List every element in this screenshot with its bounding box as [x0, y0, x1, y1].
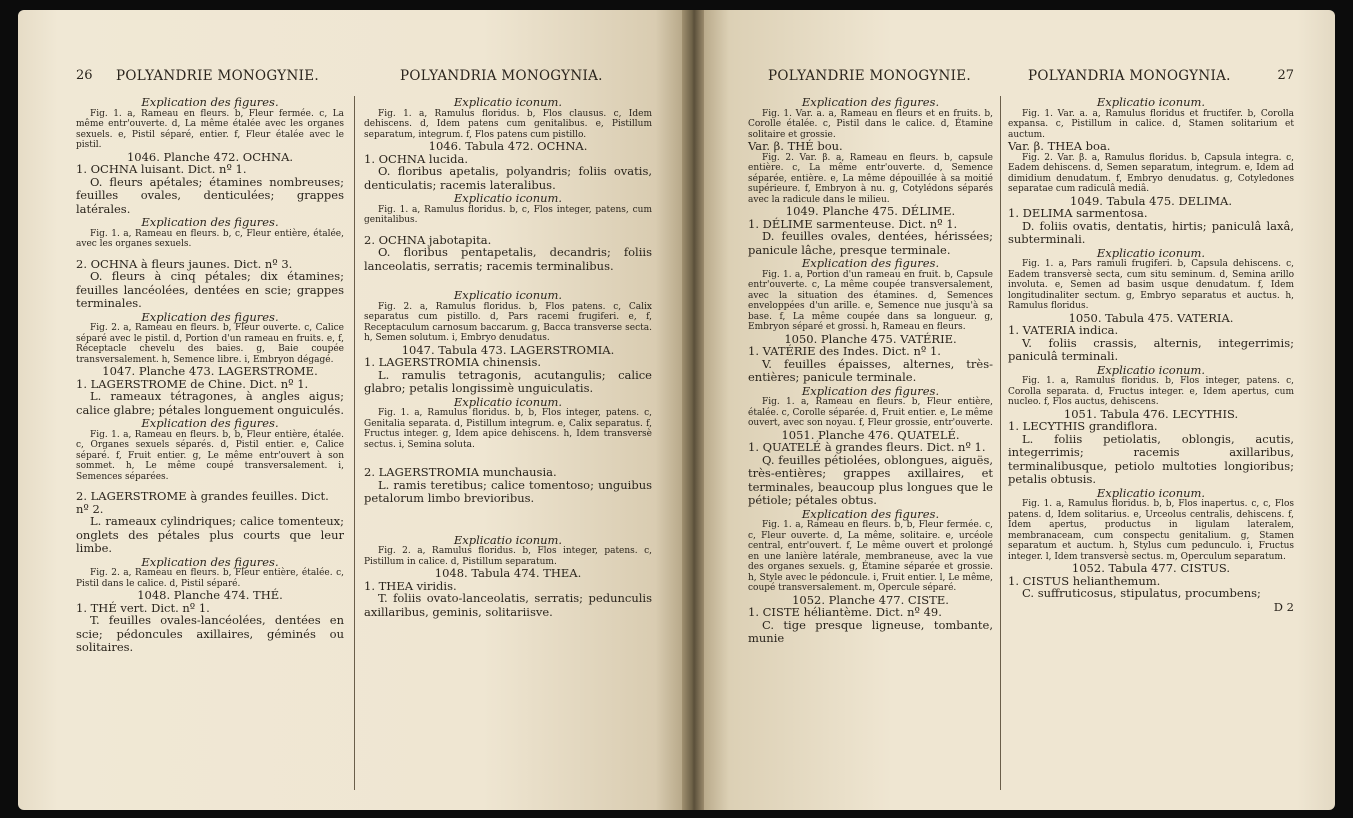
page-27-latin — [1008, 10, 1294, 810]
page-27-french — [748, 10, 993, 810]
figure-explanation: Fig. 2. a, Rameau en fleurs. b, Fleur ouverte. c, Calice séparé avec le pistil. d, Portion d'un rameau en fruits. e, f, Réceptacle chevelu des baies. g, Baie coupée transversalement. h, Semence libre. i, Embryon dégagé. — [76, 323, 344, 365]
species-description: O. fleurs à cinq pétales; dix étamines; feuilles lancéolées, dentées en scie; grappes terminales. — [76, 269, 344, 310]
figure-explanation: Fig. 1. a, Pars ramuli frugiferi. b, Capsula dehiscens. c, Eadem transversè secta, cum situ seminum. d, Semina arillo involuta. e, Semen ad basim usque denudatum. f, Idem longitudinaliter sectum. g, Embryo separatus et auctus. h, Ramulus floridus. — [1008, 259, 1294, 311]
text-column — [748, 96, 993, 790]
text-column — [1008, 96, 1294, 790]
running-head: POLYANDRIA MONOGYNIA. — [1028, 68, 1231, 84]
genus-entry: 1. DELIMA sarmentosa. — [1008, 206, 1148, 220]
species-description: O. floribus pentapetalis, decandris; foliis lanceolatis, serratis; racemis terminalibus. — [364, 245, 652, 273]
figure-explanation: Fig. 2. Var. β. a, Rameau en fleurs. b, capsule entière. c, La même entr'ouverte. d, Semence séparée, entière. e, La même dépouillée à sa moitié supérieure. f, Embryon à nu. g, Cotylédons séparés avec la radicule dans le milieu. — [748, 152, 993, 205]
figure-explanation: Fig. 1. a, Ramulus floridus. b, Flos integer, patens. c, Corolla separata. d, Fructus integer. e, Idem apertus, cum nucleo. f, Flos auctus, dehiscens. — [1008, 376, 1294, 407]
running-head: POLYANDRIE MONOGYNIE. — [116, 68, 319, 84]
left-leaf — [18, 10, 682, 810]
section-heading: Explicatio iconum. — [453, 191, 563, 205]
genus-entry: 1. OCHNA luisant. Dict. nº 1. — [76, 162, 247, 176]
species-description: D. foliis ovatis, dentatis, hirtis; paniculâ laxâ, subterminali. — [1008, 218, 1294, 246]
figure-explanation: Fig. 1. a, Rameau en fleurs. b, Fleur fermée. c, La même entr'ouverte. d, La même étalée avec les organes sexuels. e, Pistil séparé, entier. f, Fleur étalée avec le pistil. — [76, 108, 344, 150]
genus-entry: 1. QUATELÉ à grandes fleurs. Dict. nº 1. — [748, 440, 986, 454]
plate-heading: 1049. Planche 475. DÉLIME. — [785, 204, 956, 218]
spacer — [364, 273, 652, 289]
species-description: L. ramulis tetragonis, acutangulis; calice glabro; petalis longissimè unguiculatis. — [364, 367, 652, 395]
genus-entry: 1. LAGERSTROME de Chine. Dict. nº 1. — [76, 376, 309, 391]
species-description: C. suffruticosus, stipulatus, procumbens; — [1022, 586, 1261, 600]
genus-entry: 1. DÉLIME sarmenteuse. Dict. nº 1. — [748, 216, 958, 231]
figure-explanation: Fig. 1. a, Ramulus floridus. b, Flos clausus. c, Idem dehiscens. d, Idem patens cum genitalibus. e, Pistillum separatum, integrum. f, Flos patens cum pistillo. — [364, 108, 652, 140]
genus-entry: 2. OCHNA jabotapita. — [364, 232, 492, 247]
plate-heading: 1046. Planche 472. OCHNA. — [126, 149, 294, 164]
section-heading: Explicatio iconum. — [453, 95, 563, 109]
section-heading: Explication des figures. — [141, 95, 279, 109]
species-description: V. foliis crassis, alternis, integerrimis; paniculâ terminali. — [1008, 335, 1294, 363]
column-rule — [1000, 96, 1001, 790]
plate-heading: 1050. Planche 475. VATÉRIE. — [784, 331, 957, 346]
section-heading: Explication des figures. — [141, 416, 279, 430]
open-book — [18, 10, 1335, 810]
right-leaf — [704, 10, 1335, 810]
figure-explanation: Fig. 1. a, Ramulus floridus. b, b, Flos integer, patens. c, Genitalia separata. d, Pistillum integrum. e, Calix separatus. f, Fructus integer. g, Idem apice dehiscens. h, Idem transversè sectus. i, Semina soluta. — [364, 408, 652, 450]
plate-heading: 1052. Tabula 477. CISTUS. — [1071, 561, 1231, 575]
figure-explanation: Fig. 1. Var. a. a, Rameau en fleurs et en fruits. b, Corolle étalée. c, Pistil dans le calice. d, Étamine solitaire et grossie. — [748, 108, 993, 140]
species-description: L. ramis teretibus; calice tomentoso; unguibus petalorum limbo brevioribus. — [364, 477, 652, 505]
genus-entry: 1. VATERIA indica. — [1008, 323, 1119, 337]
genus-entry: 1. CISTUS helianthemum. — [1008, 573, 1161, 588]
book-gutter — [682, 10, 704, 810]
page-26-french — [76, 10, 344, 810]
species-description: L. rameaux tétragones, à angles aigus; calice glabre; pétales longuement onguiculés. — [76, 389, 344, 417]
spacer — [364, 506, 652, 534]
species-description: T. foliis ovato-lanceolatis, serratis; pedunculis axillaribus, geminis, solitariisve. — [364, 591, 652, 619]
page-26-latin — [360, 10, 652, 810]
species-description: L. foliis petiolatis, oblongis, acutis, integerrimis; racemis axillaribus, terminalibusque, petiolo multoties longioribus; petalis obtusis. — [1008, 431, 1294, 486]
genus-entry: Var. β. THÉ bou. — [748, 139, 843, 153]
genus-entry: 1. LECYTHIS grandiflora. — [1008, 419, 1158, 433]
plate-heading: 1049. Tabula 475. DELIMA. — [1070, 193, 1232, 208]
species-description: O. fleurs apétales; étamines nombreuses; feuilles ovales, denticulées; grappes latérales. — [76, 174, 344, 216]
plate-heading: 1051. Planche 476. QUATELÉ. — [781, 427, 960, 442]
genus-entry: 2. OCHNA à fleurs jaunes. Dict. nº 3. — [76, 256, 293, 271]
genus-entry: 2. LAGERSTROME à grandes feuilles. Dict. nº 2. — [76, 489, 329, 516]
signature-mark: D 2 — [1273, 599, 1294, 614]
figure-explanation: Fig. 1. a, Rameau en fleurs. b, c, Fleur entière, étalée, avec les organes sexuels. — [76, 228, 344, 249]
section-heading: Explication des figures. — [801, 383, 940, 398]
section-heading: Explication des figures. — [141, 309, 279, 324]
section-heading: Explication des figures. — [801, 95, 940, 109]
figure-explanation: Fig. 2. a, Rameau en fleurs. b, Fleur entière, étalée. c, Pistil dans le calice. d, Pistil séparé. — [76, 568, 344, 589]
figure-explanation: Fig. 1. a, Rameau en fleurs. b, b, Fleur fermée. c, c, Fleur ouverte. d, La même, solitaire. e, urcéole central, entr'ouvert. f, Le même ouvert et prolongé en une lanière latérale, membraneuse, avec la vue des organes sexuels. g, Étamine séparée et grossie. h, Style avec le pédoncule. i, Fruit entier. l, Le même, coupé transversalement. m, Opercule séparé. — [748, 520, 993, 593]
section-heading: Explicatio iconum. — [1096, 245, 1206, 260]
running-head: POLYANDRIA MONOGYNIA. — [400, 68, 603, 84]
text-column — [364, 96, 652, 790]
species-description: T. feuilles ovales-lancéolées, dentées en scie; pédoncules axillaires, géminés ou solitaires. — [76, 613, 344, 654]
figure-explanation: Fig. 1. a, Ramulus floridus. b, b, Flos inapertus. c, c, Flos patens. d, Idem solitarius. e, Urceolus centralis, dehiscens. f, Idem apertus, productus in ligulam lateralem, membranaceam, cum conspectu genitalium. g, Stamen separatum et auctum. h, Stylus cum pedunculo. i, Fructus integer. l, Idem transversè sectus. m, Operculum separatum. — [1008, 499, 1294, 562]
plate-heading: 1050. Tabula 475. VATERIA. — [1068, 310, 1234, 325]
genus-entry: 1. THEA viridis. — [364, 578, 457, 593]
page-number: 27 — [1277, 68, 1294, 83]
plate-heading: 1047. Planche 473. LAGERSTROME. — [102, 364, 318, 378]
section-heading: Explicatio iconum. — [453, 288, 563, 302]
section-heading: Explication des figures. — [801, 256, 940, 270]
plate-heading: 1052. Planche 477. CISTE. — [792, 592, 949, 607]
section-heading: Explicatio iconum. — [453, 394, 563, 409]
species-description: O. floribus apetalis, polyandris; foliis ovatis, denticulatis; racemis lateralibus. — [364, 164, 652, 192]
figure-explanation: Fig. 1. a, Ramulus floridus. b, c, Flos integer, patens, cum genitalibus. — [364, 204, 652, 225]
section-heading: Explicatio iconum. — [453, 532, 563, 547]
genus-entry: 1. THÉ vert. Dict. nº 1. — [76, 600, 210, 615]
genus-entry: 2. LAGERSTROMIA munchausia. — [364, 465, 557, 479]
species-description: L. rameaux cylindriques; calice tomenteux; onglets des pétales plus courts que leur limbe. — [76, 514, 344, 555]
section-heading: Explication des figures. — [141, 554, 279, 569]
figure-explanation: Fig. 1. a, Rameau en fleurs. b, b, Fleur entière, étalée. c, Organes sexuels séparés. d, Pistil entier. e, Calice séparé. f, Fruit entier. g, Le même entr'ouvert à son sommet. h, Le même coupé transversalement. i, Semences séparées. — [76, 429, 344, 482]
figure-explanation: Fig. 1. a, Rameau en fleurs. b, Fleur entière, étalée. c, Corolle séparée. d, Fruit entier. e, Le même ouvert, avec son noyau. f, Fleur grossie, entr'ouverte. — [748, 397, 993, 428]
genus-entry: 1. VATÉRIE des Indes. Dict. nº 1. — [748, 344, 941, 358]
genus-entry: 1. LAGERSTROMIA chinensis. — [364, 355, 542, 369]
section-heading: Explicatio iconum. — [1096, 485, 1206, 500]
running-head: POLYANDRIE MONOGYNIE. — [768, 68, 971, 84]
figure-explanation: Fig. 1. a, Portion d'un rameau en fruit. b, Capsule entr'ouverte. c, La même coupée transversalement, avec la situation des étamines. d, Semences enveloppées d'un arille. e, Semence nue jusqu'à sa base. f, La même coupée dans sa longueur. g, Embryon séparé et grossi. h, Rameau en fleurs. — [748, 269, 993, 332]
species-description: V. feuilles épaisses, alternes, très-entières; panicule terminale. — [748, 356, 993, 384]
figure-explanation: Fig. 2. Var. β. a, Ramulus floridus. b, Capsula integra. c, Eadem dehiscens. d, Semen separatum, integrum. e, Idem ad dimidium denudatum. f, Embryo denudatus. g, Cotyledones separatae cum radiculâ mediâ. — [1008, 152, 1294, 194]
text-column — [76, 96, 344, 790]
section-heading: Explication des figures. — [141, 215, 279, 229]
plate-heading: 1051. Tabula 476. LECYTHIS. — [1063, 406, 1239, 421]
column-rule — [354, 96, 355, 790]
genus-entry: 1. CISTE héliantème. Dict. nº 49. — [748, 605, 942, 619]
page-number: 26 — [76, 68, 93, 83]
plate-heading: 1048. Planche 474. THÉ. — [137, 588, 283, 602]
genus-entry: Var. β. THEA boa. — [1008, 139, 1111, 153]
genus-entry: 1. OCHNA lucida. — [364, 151, 468, 166]
species-description: D. feuilles ovales, dentées, hérissées; panicule lâche, presque terminale. — [748, 229, 993, 257]
figure-explanation: Fig. 1. Var. a. a, Ramulus floridus et fructifer. b, Corolla expansa. c, Pistillum in calice. d, Stamen solitarium et auctum. — [1008, 108, 1294, 140]
plate-heading: 1048. Tabula 474. THEA. — [434, 566, 582, 580]
species-description: C. tige presque ligneuse, tombante, munie — [748, 617, 993, 645]
section-heading: Explicatio iconum. — [1096, 362, 1206, 377]
section-heading: Explicatio iconum. — [1096, 95, 1206, 109]
figure-explanation: Fig. 2. a, Ramulus floridus. b, Flos patens. c, Calix separatus cum pistillo. d, Pars racemi frugiferi. e, f, Receptaculum carnosum baccarum. g, Bacca transverse secta. h, Semen solutum. i, Embryo denudatus. — [364, 301, 652, 343]
spacer — [364, 450, 652, 466]
species-description: Q. feuilles pétiolées, oblongues, aiguës, très-entières; grappes axillaires, et terminales, beaucoup plus longues que le pétiole; pétales obtus. — [748, 452, 993, 507]
plate-heading: 1047. Tabula 473. LAGERSTROMIA. — [401, 342, 615, 357]
figure-explanation: Fig. 2. a, Ramulus floridus. b, Flos integer, patens. c, Pistillum in calice. d, Pistillum separatum. — [364, 546, 652, 567]
plate-heading: 1046. Tabula 472. OCHNA. — [428, 139, 588, 153]
section-heading: Explication des figures. — [801, 506, 940, 521]
